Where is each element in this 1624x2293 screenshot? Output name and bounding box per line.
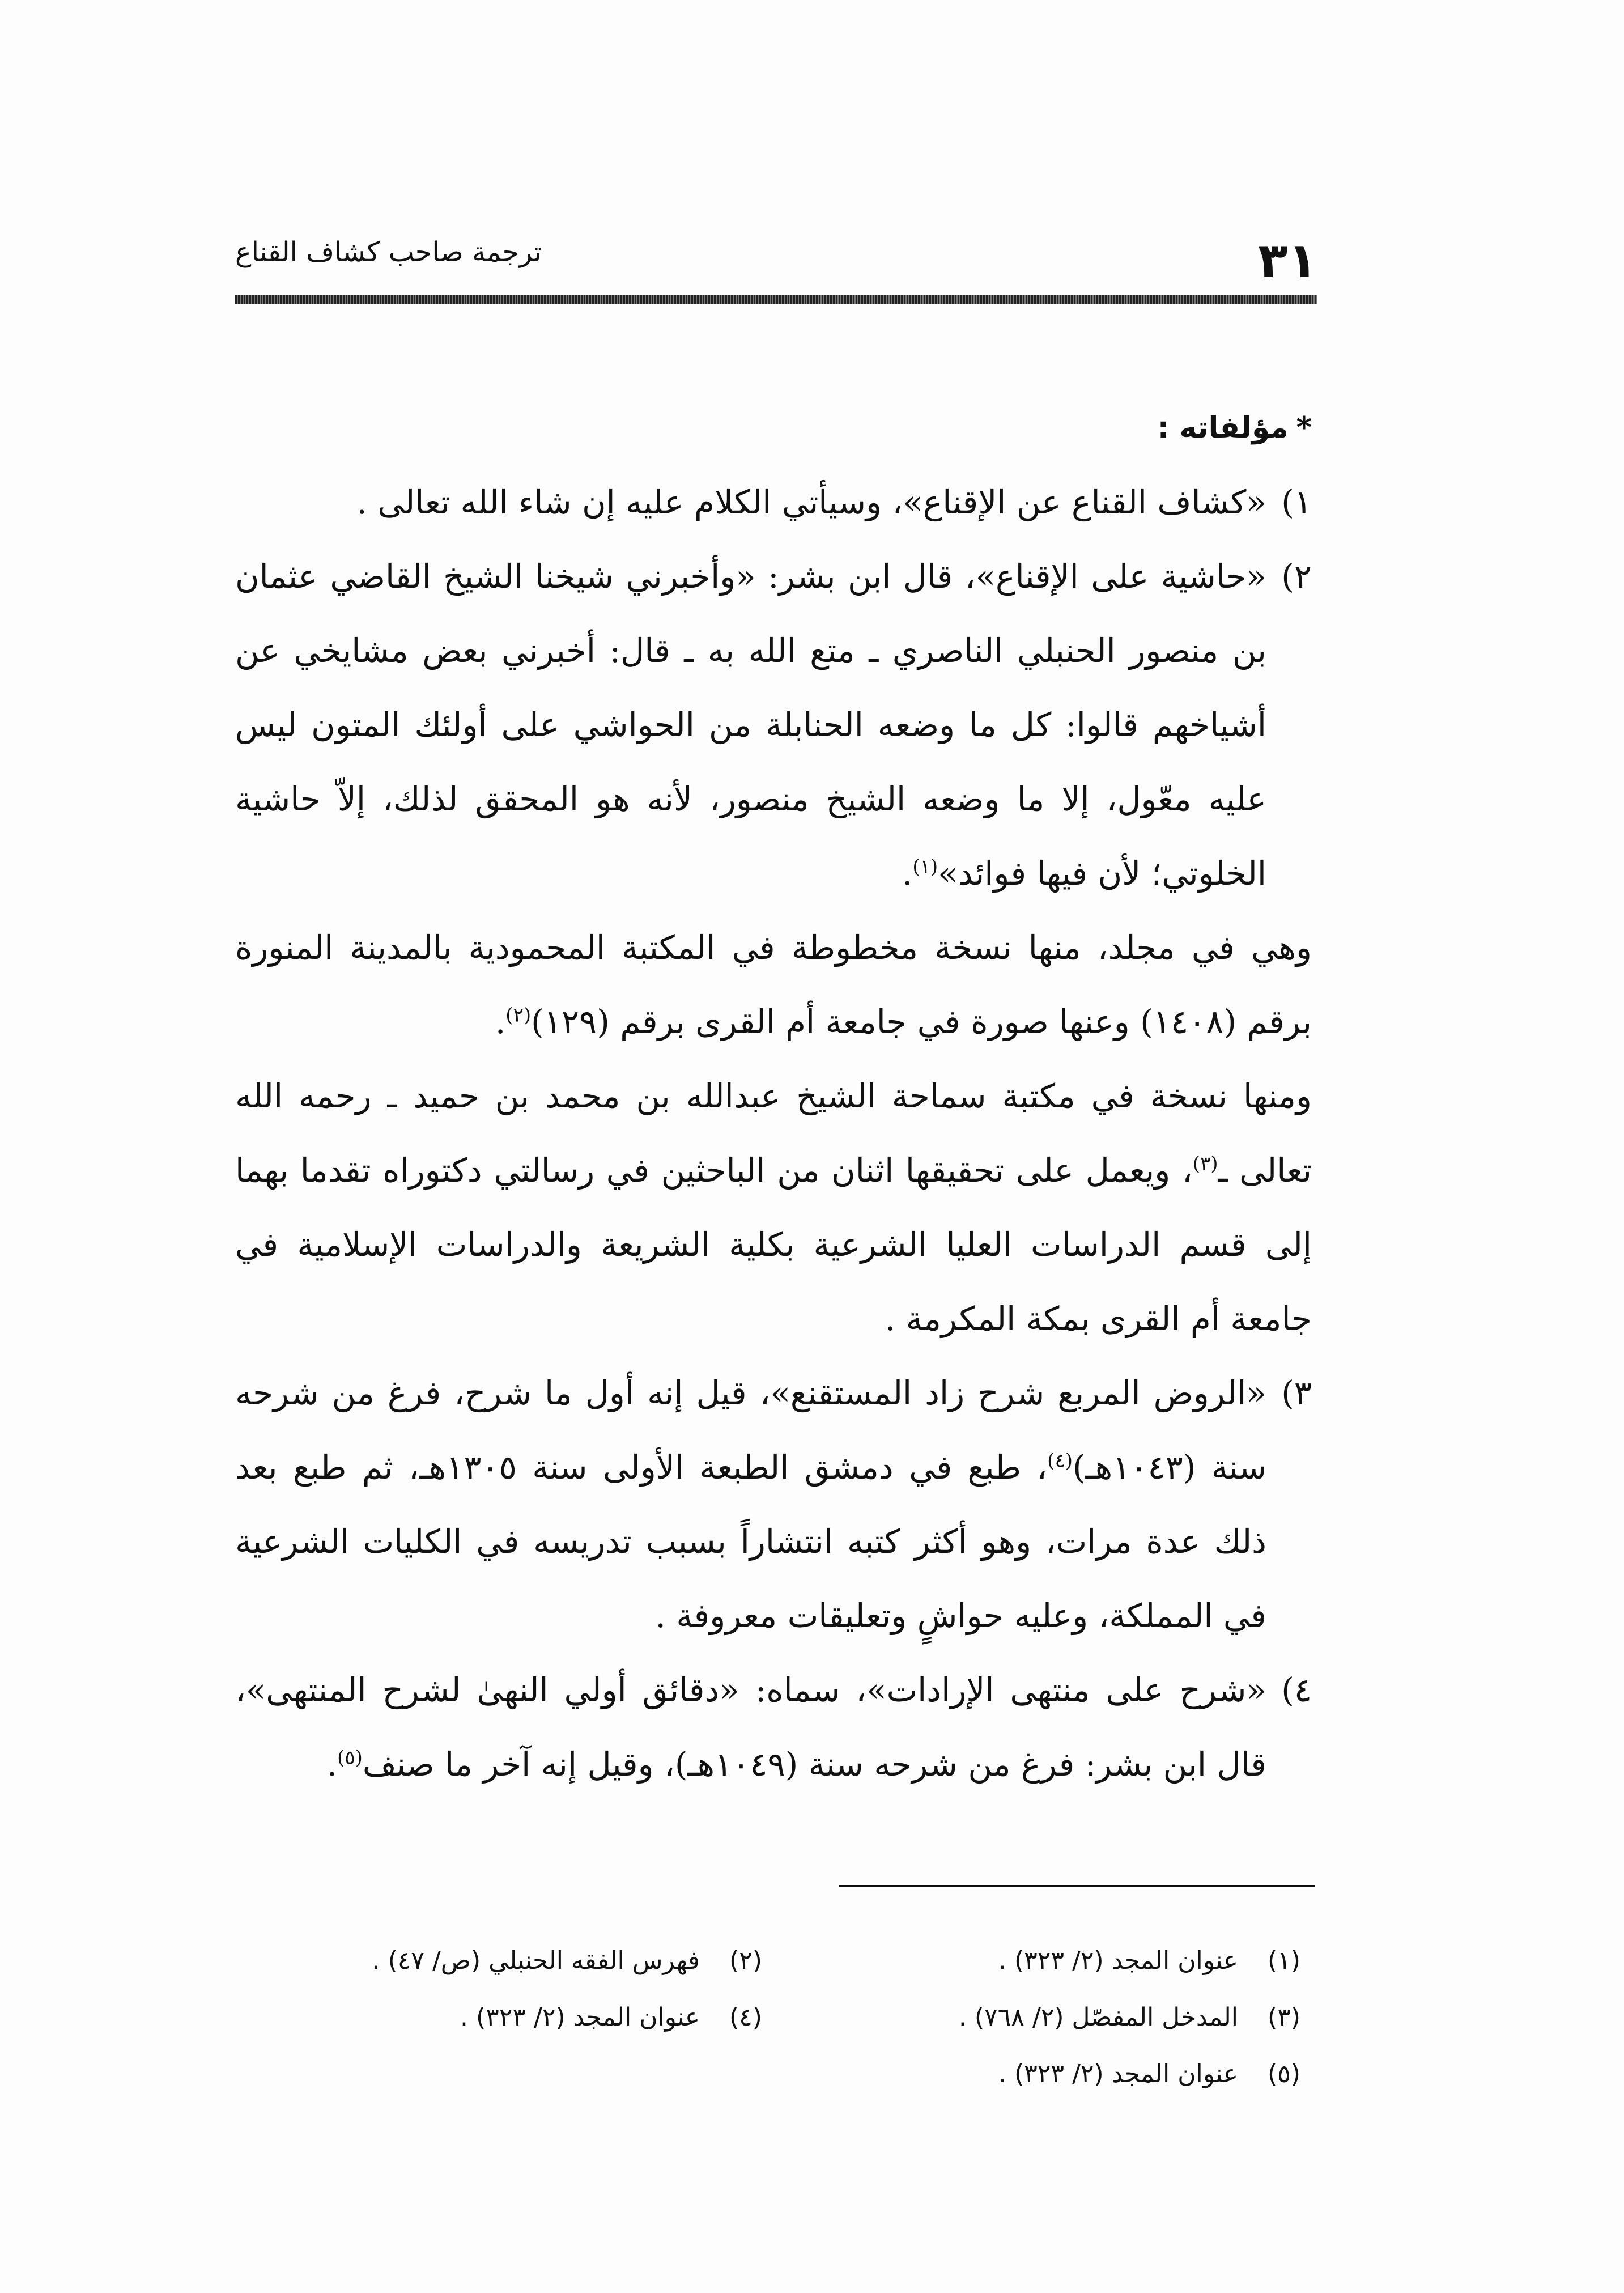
footnote-text: فهرس الفقه الحنبلي (ص/ ٤٧) . [372,1946,700,1975]
footnote-ref[interactable]: (١) [912,855,938,878]
list-item-number: ٤) [1281,1671,1312,1709]
page-header [235,221,1317,300]
list-item [235,1653,1312,1802]
footnote-number: (٤) [729,2003,762,2032]
footnote-row [235,1989,1312,2046]
list-item-text: «حاشية على الإقناع»، قال ابن بشر: «وأخبرني شيخنا الشيخ القاضي عثمان بن منصور الحنبلي الناصري ـ متع الله به ـ قال: أخبرني بعض مشايخي عن أشياخهم قالوا: كل ما وضعه الحنابلة من الحواشي على أولئك المتون ليس عليه معّول، إلا ما وضعه الشيخ منصور، لأنه هو المحقق لذلك، إلاّ حاشية الخلوتي؛ لأن فيها فوائد» [235,557,1266,893]
footnote [773,1933,1312,1989]
list-item-tail: ، طبع في دمشق الطبعة الأولى سنة ١٣٠٥هـ، ثم طبع بعد ذلك عدة مرات، وهو أكثر كتبه انتشاراً بسبب تدريسه في الكليات الشرعية في المملكة، وعليه حواشٍ وتعليقات معروفة . [235,1448,1266,1635]
footnotes [235,1933,1312,2103]
footnote-number: (٣) [1268,2003,1300,2032]
list-item [235,540,1312,911]
footnote-number: (٥) [1268,2060,1300,2088]
paragraph-text: وهي في مجلد، منها نسخة مخطوطة في المكتبة المحمودية بالمدينة المنورة برقم (١٤٠٨) وعنها صورة في جامعة أم القرى برقم (١٢٩) [235,928,1312,1041]
paragraph [235,911,1312,1059]
footnote-ref[interactable]: (٣) [1192,1152,1218,1175]
list-item-number: ٢) [1281,557,1312,596]
list-item-number: ١) [1281,483,1312,521]
list-item-text: «الروض المربع شرح زاد المستقنع»، قيل إنه أول ما شرح، فرغ من شرحه سنة (١٠٤٣هـ) [235,1374,1266,1487]
footnote-ref[interactable]: (٤) [1047,1449,1073,1472]
footnote-ref[interactable]: (٥) [337,1746,363,1769]
footnote-text: عنوان المجد (٢/ ٣٢٣) . [998,2060,1238,2088]
footnote-row [235,2046,1312,2103]
list-item-text: «شرح على منتهى الإرادات»، سماه: «دقائق أولي النهىٰ لشرح المنتهى»، قال ابن بشر: فرغ من شرحه سنة (١٠٤٩هـ)، وقيل إنه آخر ما صنف [235,1671,1266,1784]
main-text [235,391,1312,1802]
footnote-number: (٢) [729,1946,762,1975]
star-icon: * [1296,411,1312,445]
paragraph-tail: . [495,1003,506,1041]
running-title: ترجمة صاحب كشاف القناع [235,236,542,268]
list-item-number: ٣) [1281,1374,1312,1412]
footnote-number: (١) [1268,1946,1300,1975]
footnote [773,1989,1312,2046]
list-item-tail: . [326,1745,338,1784]
footnote-ref[interactable]: (٢) [505,1004,532,1027]
list-item [235,465,1312,540]
paragraph-text: ومنها نسخة في مكتبة سماحة الشيخ عبدالله بن محمد بن حميد ـ رحمه الله تعالى ـ [235,1077,1312,1190]
list-item [235,1356,1312,1653]
footnote-text: عنوان المجد (٢/ ٣٢٣) . [998,1946,1238,1975]
paragraph [235,1059,1312,1356]
header-divider [235,295,1317,304]
footnote-row [235,1933,1312,1989]
list-item-tail: . [902,854,913,893]
section-heading-text: مؤلفاته : [1157,411,1289,445]
section-heading [235,391,1312,465]
footnote-text: عنوان المجد (٢/ ٣٢٣) . [460,2003,700,2032]
footnote [773,2046,1312,2103]
list-item-text: «كشاف القناع عن الإقناع»، وسيأتي الكلام عليه إن شاء الله تعالى . [356,483,1266,521]
footnote-divider [839,1885,1315,1887]
paragraph-tail: ، ويعمل على تحقيقها اثنان من الباحثين في رسالتي دكتوراه تقدما بهما إلى قسم الدراسات العليا الشرعية بكلية الشريعة والدراسات الإسلامية في جامعة أم القرى بمكة المكرمة . [235,1151,1312,1338]
footnote [235,1933,773,1989]
footnote [235,1989,773,2046]
footnote-text: المدخل المفصّل (٢/ ٧٦٨) . [958,2003,1238,2032]
page-number: ٣١ [1258,232,1317,289]
